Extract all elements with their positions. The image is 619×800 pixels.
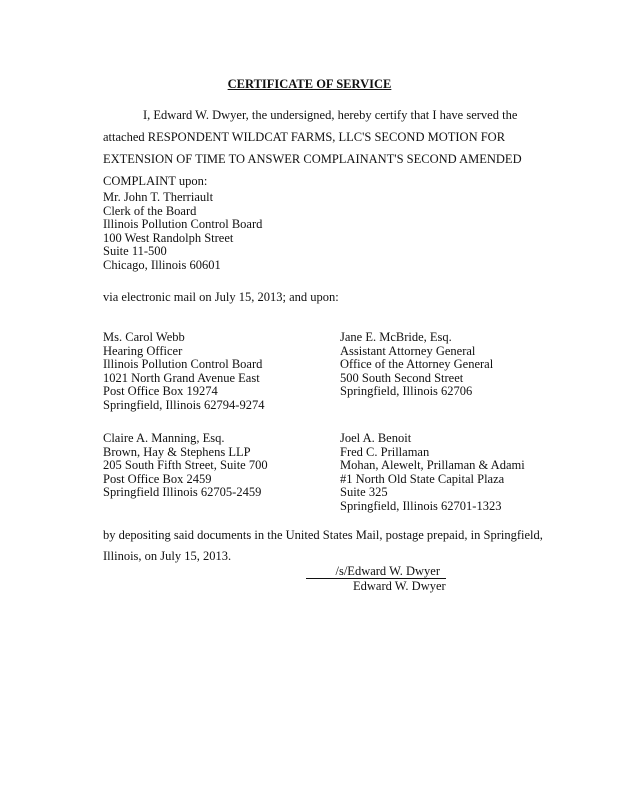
address-line: Post Office Box 19274	[103, 384, 218, 399]
address-line: Springfield, Illinois 62706	[340, 384, 473, 399]
recipient-address-jane-mcbride	[340, 331, 493, 399]
address-line: Office of the Attorney General	[340, 357, 494, 372]
address-line: Springfield, Illinois 62701-1323	[340, 498, 502, 513]
address-line: Post Office Box 2459	[103, 471, 212, 486]
first-recipient-address	[103, 191, 262, 273]
address-line: Ms. Carol Webb	[103, 330, 185, 344]
address-line: Springfield Illinois 62705-2459	[103, 485, 262, 500]
address-line: Mohan, Alewelt, Prillaman & Adami	[340, 458, 525, 473]
address-line: Hearing Officer	[103, 343, 183, 358]
address-line: 100 West Randolph Street	[103, 230, 234, 245]
closing-line: Illinois, on July 15, 2013.	[103, 549, 232, 563]
address-line: Illinois Pollution Control Board	[103, 357, 263, 372]
address-line: Clerk of the Board	[103, 203, 197, 218]
address-line: Brown, Hay & Stephens LLP	[103, 444, 251, 459]
signer-name: Edward W. Dwyer	[353, 579, 446, 593]
address-line: Claire A. Manning, Esq.	[103, 431, 225, 445]
signature-line: /s/Edward W. Dwyer	[306, 565, 446, 579]
address-line: Jane E. McBride, Esq.	[340, 330, 452, 344]
intro-line: COMPLAINT upon:	[103, 174, 208, 188]
intro-paragraph	[103, 104, 533, 192]
intro-line: I, Edward W. Dwyer, the undersigned, hereby certify that I have served the	[143, 108, 518, 122]
intro-line: EXTENSION OF TIME TO ANSWER COMPLAINANT'S SECOND AMENDED	[103, 152, 522, 166]
intro-line: attached RESPONDENT WILDCAT FARMS, LLC'S SECOND MOTION FOR	[103, 130, 506, 144]
address-line: 205 South Fifth Street, Suite 700	[103, 458, 268, 473]
address-line: Fred C. Prillaman	[340, 444, 430, 459]
address-line: Springfield, Illinois 62794-9274	[103, 397, 265, 412]
address-line: #1 North Old State Capital Plaza	[340, 471, 505, 486]
address-line: Suite 325	[340, 485, 388, 500]
address-line: 1021 North Grand Avenue East	[103, 370, 260, 385]
address-line: Chicago, Illinois 60601	[103, 257, 221, 272]
address-line: Joel A. Benoit	[340, 431, 412, 445]
address-line: Illinois Pollution Control Board	[103, 217, 263, 232]
address-line: Mr. John T. Therriault	[103, 190, 214, 204]
address-line: Suite 11-500	[103, 244, 167, 259]
recipient-address-joel-benoit	[340, 432, 525, 514]
address-line: Assistant Attorney General	[340, 343, 476, 358]
signature-block	[306, 565, 446, 593]
recipient-address-carol-webb	[103, 331, 264, 413]
recipient-address-claire-manning	[103, 432, 268, 500]
document-title: CERTIFICATE OF SERVICE	[227, 77, 392, 91]
via-email-line: via electronic mail on July 15, 2013; and upon:	[103, 290, 339, 304]
closing-line: by depositing said documents in the United States Mail, postage prepaid, in Springfield,	[103, 528, 543, 542]
address-line: 500 South Second Street	[340, 370, 464, 385]
